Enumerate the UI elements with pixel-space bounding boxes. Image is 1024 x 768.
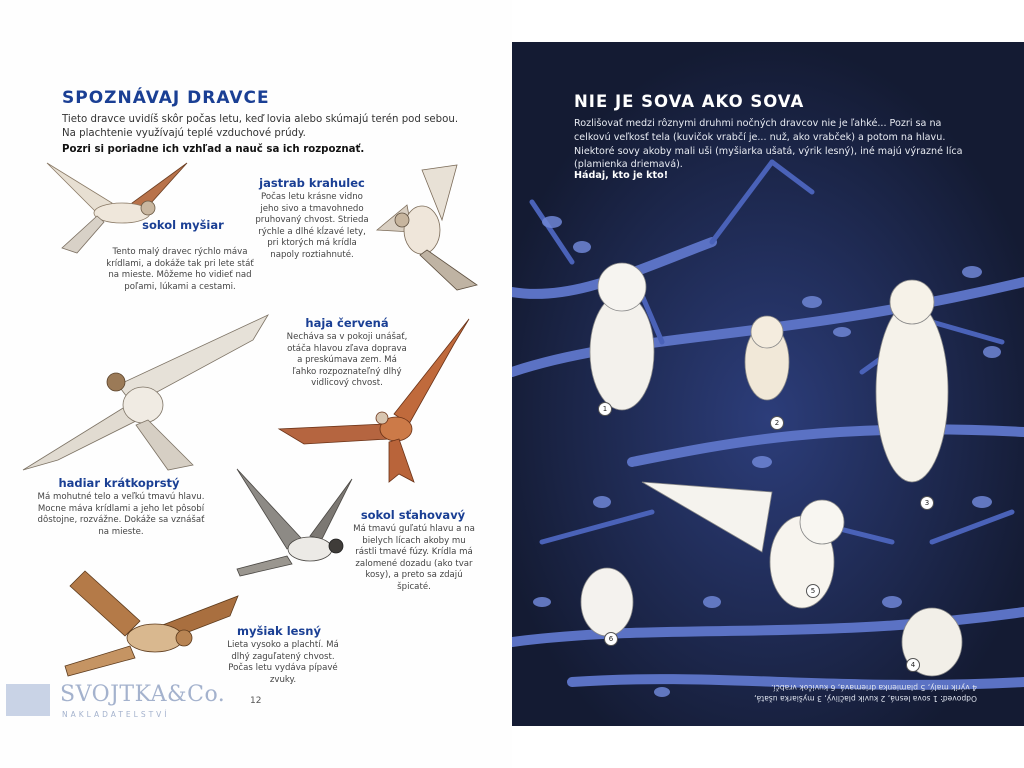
peregrine-illustration <box>232 464 357 579</box>
owl-number-5: 5 <box>806 584 820 598</box>
bird-desc-red-kite: Nechávа sa v pokoji unášať, otáča hlavou zľava doprava a preskúmava zem. Má ľahko rozpoznateľný dlhý vidlicový chvost. <box>286 332 408 389</box>
owls-intro: Rozlišovať medzi rôznymi druhmi nočných dravcov nie je ľahké... Pozri sa na celkovú veľkosť tela (kuvičok vrabčí je... nuž, ako vrabček) a potom na hlavu. Niektoré sovy akoby mali uši (myšiarka ušatá, výrik lesný), iné majú výrazné líca (plamienka driemavá). <box>574 118 963 171</box>
eagle-illustration <box>18 310 270 475</box>
bird-desc-buzzard: Lieta vysoko a plachtí. Má dlhý zaguľatený chvost. Počas letu vydáva pípavé zvuky. <box>227 640 339 685</box>
bird-name-sparrowhawk: jastrab krahulec <box>259 176 365 190</box>
page-number: 12 <box>250 696 262 706</box>
publisher-logo <box>6 682 226 722</box>
bird-name-buzzard: myšiak lesný <box>237 624 321 638</box>
bird-name-peregrine: sokol sťahovavý <box>360 508 466 522</box>
owls-question: Hádaj, kto je kto! <box>574 170 669 181</box>
bird-desc-peregrine: Má tmavú guľatú hlavu a na bielych lícach akoby mu rástli tmavé fúzy. Krídla má zalomené dozadu (ako tvar kosy), a preto sa zdajú špicaté. <box>353 524 475 592</box>
bird-desc-kestrel: Tento malý dravec rýchlo máva krídlami, a dokáže tak pri lete stáť na mieste. Môžeme ho vidieť nad poľami, lúkami a cestami. <box>106 247 254 292</box>
logo-book-icon <box>6 684 50 716</box>
owl-number-2: 2 <box>770 416 784 430</box>
right-page <box>512 42 1024 726</box>
owl-number-4: 4 <box>906 658 920 672</box>
owls-title: NIE JE SOVA AKO SOVA <box>574 92 805 111</box>
bird-name-kestrel: sokol myšiar <box>142 218 224 232</box>
page-title: SPOZNÁVAJ DRAVCE <box>62 88 270 108</box>
answer-text-upside-down: Odpoveď: 1 sova lesná, 2 kuvik plačlivý, 3 myšiarka ušatá, 4 výrik malý, 5 plamienka driemavá, 6 kuvičok vrabčí. <box>754 683 977 703</box>
owl-number-6: 6 <box>604 632 618 646</box>
bird-name-short-toed-eagle: hadiar krátkoprstý <box>58 476 180 490</box>
kestrel-illustration <box>42 158 192 258</box>
owl-number-3: 3 <box>920 496 934 510</box>
intro-text: Tieto dravce uvidíš skôr počas letu, keď lovia alebo skúmajú terén pod sebou. Na plachtenie využívajú teplé vzduchové prúdy. <box>62 114 459 139</box>
publisher-sub: NAKLADATELSTVÍ <box>62 710 170 719</box>
buzzard-illustration <box>60 566 240 678</box>
owl-number-1: 1 <box>598 402 612 416</box>
bird-desc-short-toed-eagle: Má mohutné telo a veľkú tmavú hlavu. Mocne máva krídlami a jeho let pôsobí dôstojne, rozvážne. Dokáže sa vznášať na mieste. <box>37 492 205 537</box>
bird-desc-sparrowhawk: Počas letu krásne vidno jeho sivo a tmavohnedo pruhovaný chvost. Strieda rýchle a dlhé kĺzavé lety, pri ktorých má krídla napoly roztiahnuté. <box>255 192 369 260</box>
instruction-text: Pozri si poriadne ich vzhľad a nauč sa ich rozpoznať. <box>62 144 365 155</box>
bird-name-red-kite: haja červená <box>305 316 389 330</box>
publisher-name: SVOJTKA&Co. <box>60 682 226 707</box>
sparrowhawk-illustration <box>372 160 487 295</box>
